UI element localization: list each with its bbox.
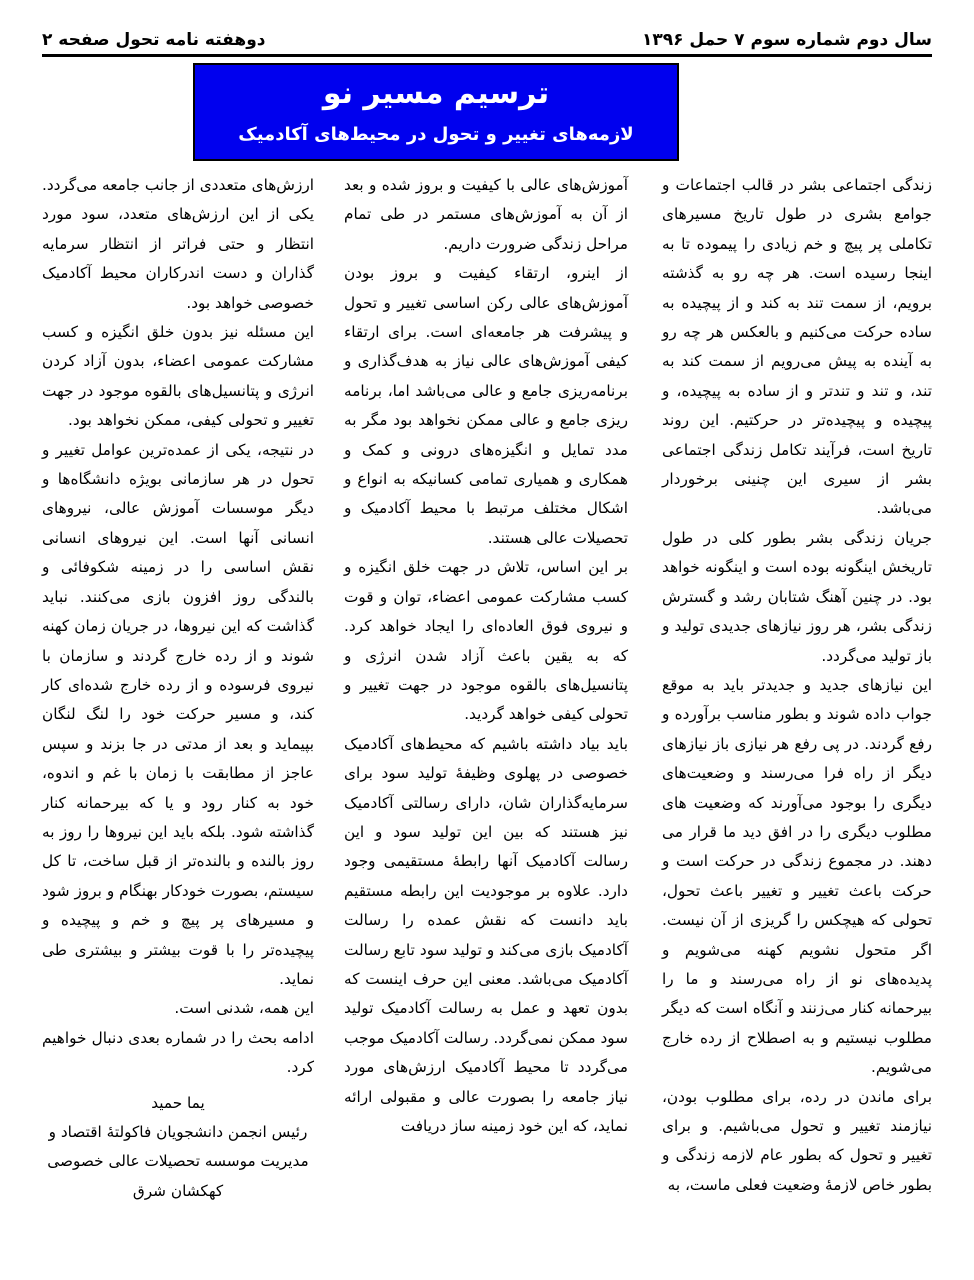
- paragraph: ادامه بحث را در شماره بعدی دنبال خواهیم کرد.: [42, 1028, 314, 1077]
- paragraph: ارزش‌های متعددی از جانب جامعه می‌گردد. یکی از این ارزش‌های متعدد، سود مورد انتظار و حتی فراتر از انتظار سرمایه گذاران و دست اندرکاران محیط آکادمیک خصوصی خواهد بود.: [42, 176, 314, 312]
- author-signature: [42, 1089, 314, 1207]
- author-title-line: مدیریت موسسه تحصیلات عالی خصوصی: [47, 1152, 309, 1171]
- paragraph: در نتیجه، یکی از عمده‌ترین عوامل تغییر و تحول در هر سازمانی بویژه دانشگاه‌ها و دیگر موسسات آموزش عالی، نیروهای انسانی آنها است. این نیروهای انسانی نقش اساسی را در زمینه شکوفائی و بالندگی روز افزون بازی می‌کنند. نباید گذاشت که این نیروها، در جریان زمان کهنه شوند و از رده خارج گردند و سازمان با نیروی فرسوده و از رده خارج شده‌ای کار کند، و مسیر حرکت خود را لنگ لنگان بپیماید و بعد از مدتی در جا بزند و سپس عاجز از مطابقت با زمان با غم و اندوه، خود به کنار رود و یا که بیرحمانه کنار گذاشته شود. بلکه باید این نیروها را روز به روز بالنده و بالنده‌تر از قبل ساخت، تا کل سیستم، بصورت خودکار بهنگام و بروز شود و مسیرهای پر پیچ و خم و پیچیده و پیچیده‌تر را با قوت بیشتر و بیشتری طی نماید.: [42, 440, 314, 988]
- paragraph: بر این اساس، تلاش در جهت خلق انگیزه و کسب مشارکت عمومی اعضاء، توان و قوت و نیروی فوق العاده‌ای را ایجاد خواهد کرد. که به یقین باعث آزاد شدن انرژی و پتانسیل‌های بالقوه موجود در جهت تغییر و تحولی کیفی خواهد گردید.: [344, 558, 628, 724]
- paragraph: این همه، شدنی است.: [174, 999, 314, 1018]
- article-title-box: [193, 63, 679, 161]
- article-subtitle: لازمه‌های تغییر و تحول در محیط‌های آکادمیک: [238, 124, 634, 145]
- paragraph: این نیازهای جدید و جدیدتر باید به موقع جواب داده شوند و بطور مناسب برآورده و رفع گردند. در پی رفع هر نیازی باز نیازهای دیگر از راه فرا می‌رسند و وضعیت‌های دیگری را بوجود می‌آورند که وضعیت های مطلوب دیگری را در افق دید ما قرار می دهند. در مجموع زندگی در حرکت است و حرکت باعث تغییر و تغییر باعث تحول، تحولی که هیچکس را گریزی از آن نیست. اگر متحول نشویم کهنه می‌شویم و پدیده‌های نو از راه می‌رسند و ما را بیرحمانه کنار می‌زنند و آنگاه است که دیگر مطلوب نیستیم و به اصطلاح از رده خارج می‌شویم.: [662, 675, 932, 1077]
- publication-name: دوهفته نامه تحول صفحه ۲: [42, 30, 266, 50]
- column-left: [42, 171, 314, 1206]
- issue-info: سال دوم شماره سوم ۷ حمل ۱۳۹۶: [641, 30, 932, 50]
- author-title-line: کهکشان شرق: [132, 1181, 224, 1200]
- paragraph: برای ماندن در رده، برای مطلوب بودن، نیازمند تغییر و تحول می‌باشیم. و برای تغییر و تحول که بطور عام لازمه زندگی و بطور خاص لازمهٔ وضعیت فعلی ماست، به: [662, 1087, 932, 1194]
- paragraph: این مسئله نیز بدون خلق انگیزه و کسب مشارکت عمومی اعضاء، بدون آزاد کردن انرژی و پتانسیل‌های بالقوه موجود در جهت تغییر و تحولی کیفی، ممکن نخواهد بود.: [42, 323, 314, 430]
- column-right: [662, 171, 932, 1200]
- paragraph: جریان زندگی بشر بطور کلی در طول تاریخش اینگونه بوده است و اینگونه خواهد بود. در چنین آهنگ شتابان رشد و گسترش زندگی بشر، هر روز نیازهای جدیدی تولید و باز تولید می‌گردد.: [662, 528, 932, 665]
- paragraph: از اینرو، ارتقاء کیفیت و بروز بودن آموزش‌های عالی رکن اساسی تغییر و تحول و پیشرفت هر جامعه‌ای است. برای ارتقاء کیفی آموزش‌های عالی نیاز به هدف‌گذاری و برنامه‌ریزی جامع و عالی می‌باشد اما، برنامه ریزی جامع و عالی ممکن نخواهد بود مگر به مدد تمایل و انگیزه‌های درونی و کمک و همکاری و همیاری تمامی کسانیکه به انواع و اشکال مختلف مرتبط با محیط آکادمیک و تحصیلات عالی هستند.: [344, 264, 628, 547]
- author-title-line: رئیس انجمن دانشجویان فاکولتهٔ اقتصاد و: [48, 1123, 308, 1141]
- paragraph: باید بیاد داشته باشیم که محیط‌های آکادمیک خصوصی در پهلوی وظیفهٔ تولید سود برای سرمایه‌گذاران شان، دارای رسالتی آکادمیک نیز هستند که بین این تولید سود و این رسالت آکادمیک آنها رابطهٔ مستقیمی وجود دارد. علاوه بر موجودیت این رابطه مستقیم باید دانست که نقش عمده را رسالت آکادمیک بازی می‌کند و تولید سود تابع رسالت آکادمیک می‌باشد. معنی این حرف اینست که بدون تعهد و عمل به رسالت آکادمیک تولید سود ممکن نمی‌گردد. رسالت آکادمیک موجب می‌گردد تا محیط آکادمیک ارزش‌های مورد نیاز جامعه را بصورت عالی و مقبولی ارائه نماید، که این خود زمینه ساز دریافت: [344, 734, 628, 1135]
- paragraph: آموزش‌های عالی با کیفیت و بروز شده و بعد از آن به آموزش‌های مستمر در طی تمام مراحل زندگی ضرورت داریم.: [344, 176, 628, 253]
- page-header: [42, 30, 932, 52]
- author-name: یما حمید: [151, 1093, 205, 1112]
- paragraph: زندگی اجتماعی بشر در قالب اجتماعات و جوامع بشری در طول تاریخ مسیرهای تکاملی پر پیچ و خم زیادی را پیموده تا به اینجا رسیده است. هر چه رو به گذشته برویم، از سمت تند به کند و از پیچیده به ساده حرکت می‌کنیم و بالعکس هر چه رو به آینده به پیش می‌رویم از سمت کند به تند، و تند و تندتر و از ساده به پیچیده، و پیچیده و پیچیده‌تر در حرکتیم. این روند تاریخ است، فرآیند تکامل زندگی اجتماعی بشر از سیری این چنینی برخوردار می‌باشد.: [662, 176, 932, 518]
- header-rule: [42, 54, 932, 57]
- article-title: ترسیم مسیر نو: [322, 76, 550, 111]
- column-middle: [344, 171, 628, 1141]
